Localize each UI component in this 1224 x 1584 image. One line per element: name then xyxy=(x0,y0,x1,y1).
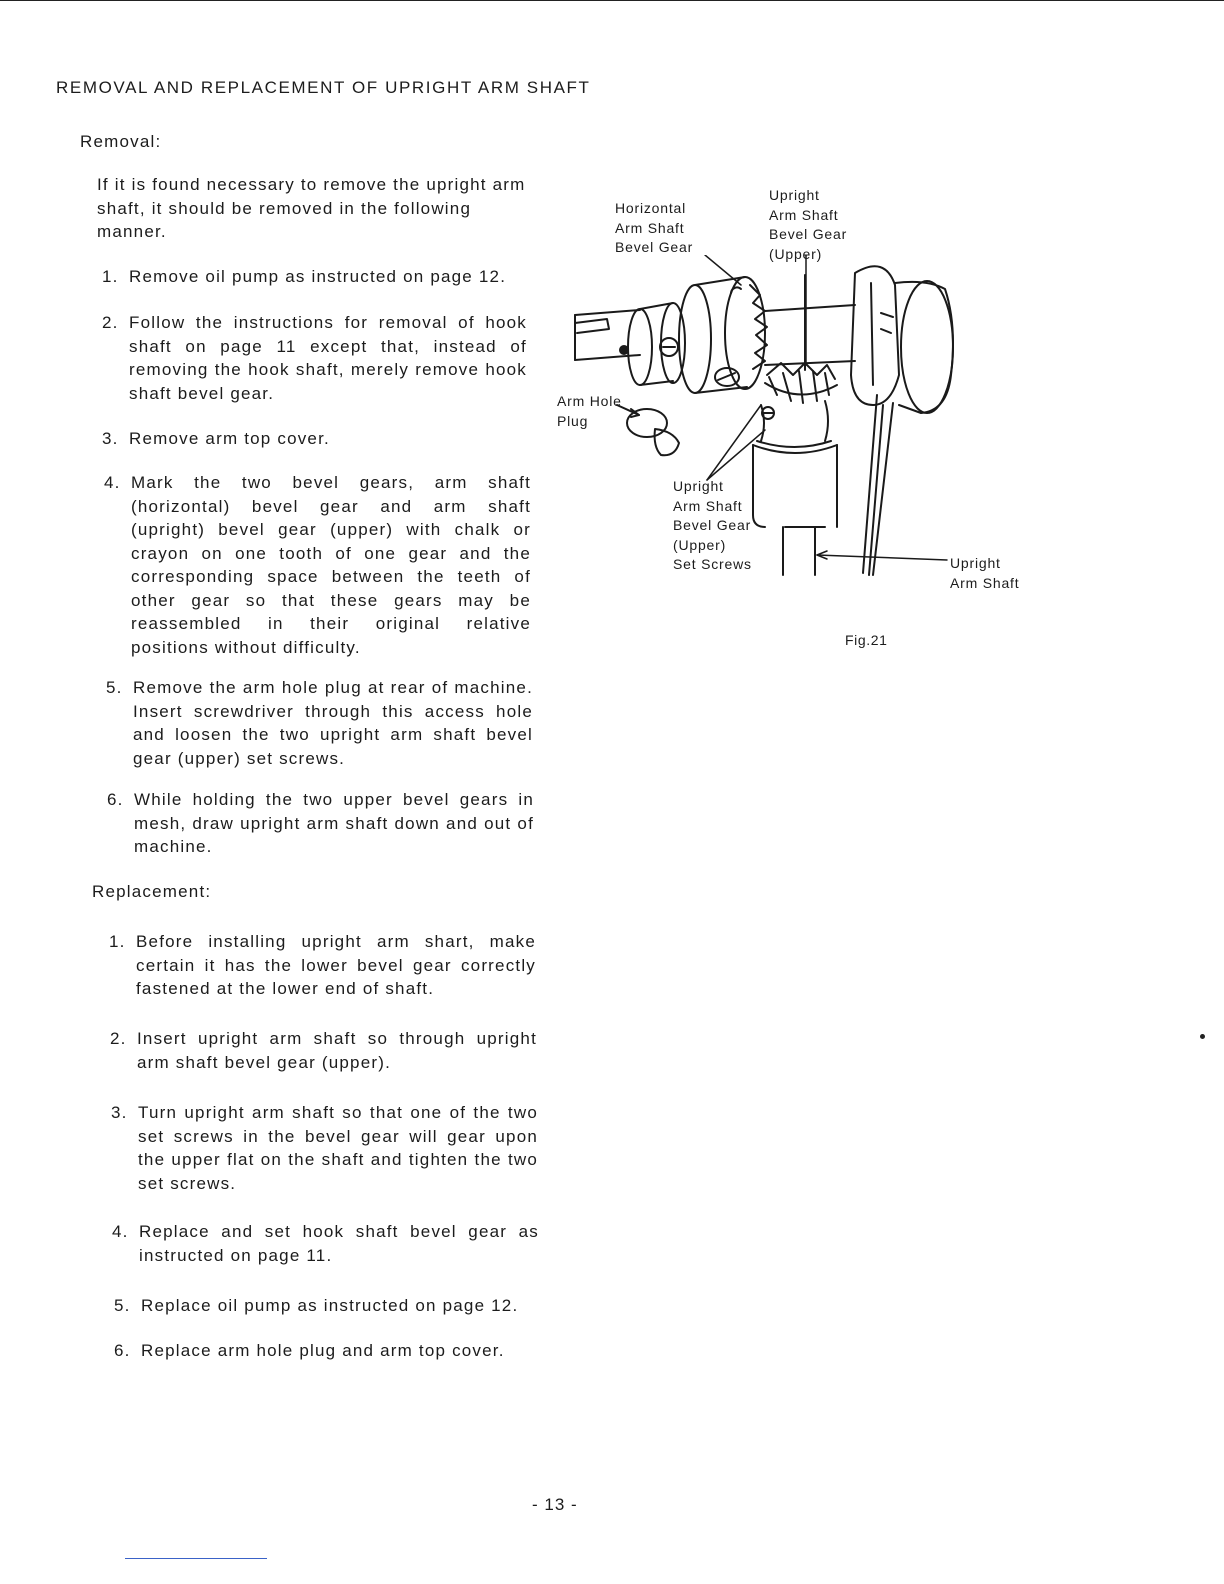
step-text: Follow the instructions for removal of hook shaft on page 11 except that, instead of removing the hook shaft, merely remove hook shaft bevel gear. xyxy=(129,313,527,403)
step-number: 1. xyxy=(102,267,119,286)
figure-caption: Fig.21 xyxy=(845,632,888,648)
stray-mark xyxy=(1200,1034,1205,1039)
top-rule xyxy=(0,0,1224,1)
step-number: 1. xyxy=(109,932,126,951)
removal-step-5 xyxy=(106,676,533,770)
removal-intro: If it is found necessary to remove the upright arm shaft, it should be removed in the following manner. xyxy=(97,175,526,241)
removal-step-1 xyxy=(102,265,527,289)
replacement-heading: Replacement: xyxy=(92,882,212,901)
page-title: REMOVAL AND REPLACEMENT OF UPRIGHT ARM SHAFT xyxy=(56,78,591,97)
replacement-step-6 xyxy=(114,1339,554,1363)
label-arm-hole-plug: Arm Hole Plug xyxy=(557,393,622,429)
removal-step-6 xyxy=(107,788,534,859)
replacement-step-3 xyxy=(111,1101,538,1195)
step-number: 6. xyxy=(107,790,124,809)
step-text: Remove oil pump as instructed on page 12. xyxy=(129,267,507,286)
removal-step-4 xyxy=(104,471,531,659)
step-text: Before installing upright arm shart, make certain it has the lower bevel gear correctly fastened at the lower end of shaft. xyxy=(136,932,536,998)
removal-heading: Removal: xyxy=(80,132,162,151)
label-horizontal-bevel-gear: Horizontal Arm Shaft Bevel Gear xyxy=(615,200,694,255)
page-number: - 13 - xyxy=(532,1495,578,1514)
removal-step-3 xyxy=(102,427,527,451)
step-text: Insert upright arm shaft so through upright arm shaft bevel gear (upper). xyxy=(137,1029,537,1072)
step-text: Replace arm hole plug and arm top cover. xyxy=(141,1341,505,1360)
removal-step-2 xyxy=(102,311,527,405)
step-text: Mark the two bevel gears, arm shaft (horizontal) bevel gear and arm shaft (upright) bevel gear (upper) with chalk or crayon on one tooth of one gear and the corresponding space between the teeth of other gear so that these gears may be reassembled in their original relative positions without difficulty. xyxy=(131,473,531,657)
step-text: Remove the arm hole plug at rear of machine. Insert screwdriver through this access hole and loosen the two upright arm shaft bevel gear (upper) set screws. xyxy=(133,678,533,768)
step-number: 4. xyxy=(104,473,121,492)
step-number: 4. xyxy=(112,1222,129,1241)
step-text: Turn upright arm shaft so that one of the two set screws in the bevel gear will gear upon the upper flat on the shaft and tighten the two set screws. xyxy=(138,1103,538,1193)
horizontal-bevel-gear xyxy=(679,277,767,393)
step-text: Replace oil pump as instructed on page 12. xyxy=(141,1296,519,1315)
label-set-screws: Upright Arm Shaft Bevel Gear (Upper) Set Screws xyxy=(673,478,752,572)
shaft-collar xyxy=(620,303,685,385)
replacement-step-1 xyxy=(109,930,536,1001)
horizontal-arm-shaft xyxy=(575,310,640,360)
step-number: 3. xyxy=(111,1103,128,1122)
step-number: 5. xyxy=(106,678,123,697)
step-number: 5. xyxy=(114,1296,131,1315)
arm-hole-plug xyxy=(617,405,679,455)
bottom-rule xyxy=(125,1558,267,1559)
arm-bearing-housing xyxy=(851,266,953,575)
horizontal-shaft-right xyxy=(765,275,855,370)
step-number: 2. xyxy=(110,1029,127,1048)
replacement-step-4 xyxy=(112,1220,539,1267)
step-number: 6. xyxy=(114,1341,131,1360)
upright-bevel-gear-upper xyxy=(757,363,837,447)
label-upright-bevel-gear-upper: Upright Arm Shaft Bevel Gear (Upper) xyxy=(769,187,848,262)
label-upright-arm-shaft: Upright Arm Shaft xyxy=(950,555,1020,591)
replacement-step-2 xyxy=(110,1027,537,1074)
step-number: 3. xyxy=(102,429,119,448)
fig21-mechanism-drawing xyxy=(555,255,975,595)
step-text: Remove arm top cover. xyxy=(129,429,330,448)
replacement-step-5 xyxy=(114,1294,554,1318)
step-text: Replace and set hook shaft bevel gear as instructed on page 11. xyxy=(139,1222,539,1265)
step-text: While holding the two upper bevel gears in mesh, draw upright arm shaft down and out of machine. xyxy=(134,790,534,856)
step-number: 2. xyxy=(102,313,119,332)
